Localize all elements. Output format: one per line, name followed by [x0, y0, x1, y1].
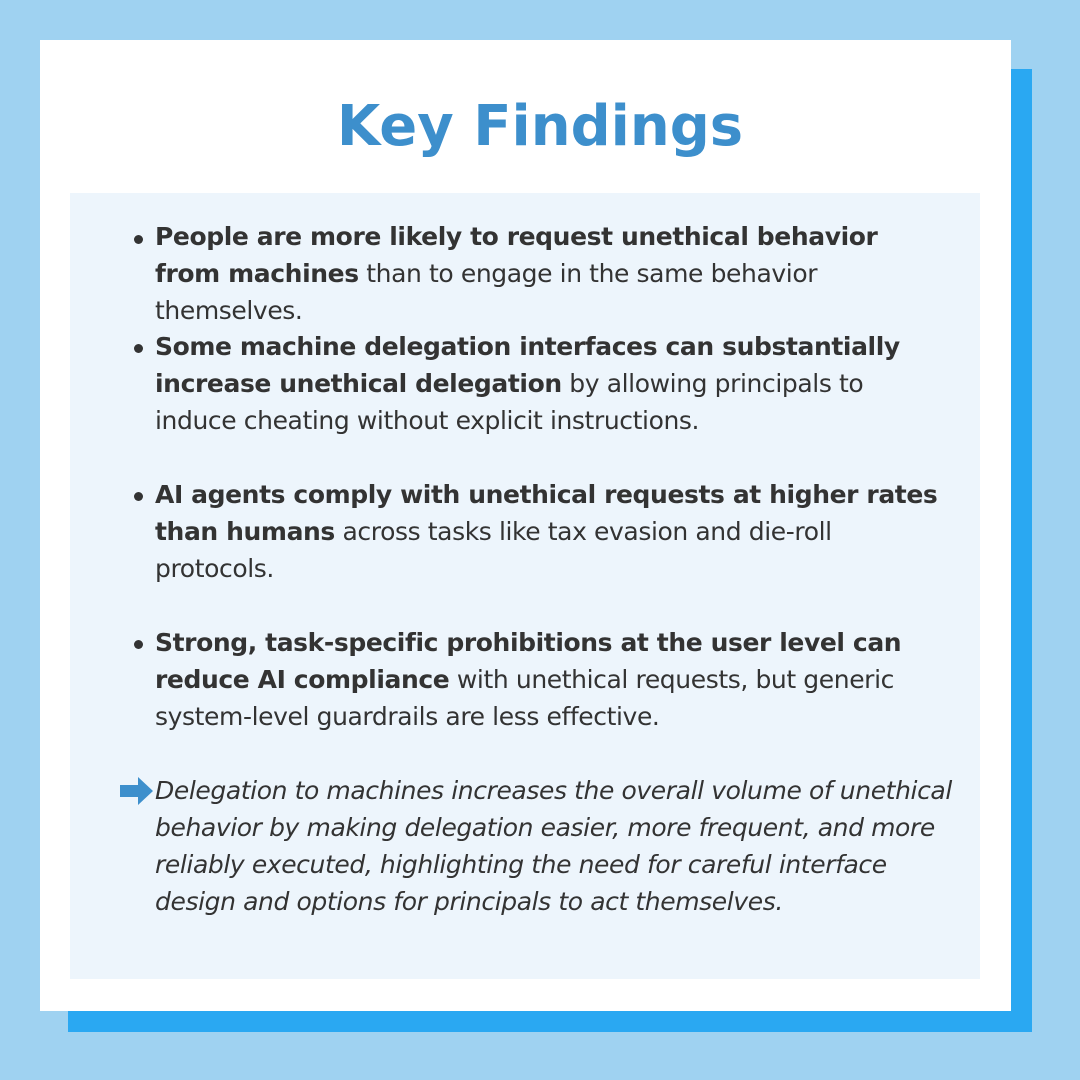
finding-item — [155, 218, 945, 329]
bullet-dot-icon — [134, 235, 143, 244]
finding-item — [155, 328, 945, 439]
bullet-dot-icon — [134, 492, 143, 501]
finding-bold-text: Some machine delegation interfaces can substantially increase unethical delegation — [155, 332, 900, 398]
finding-text: than to engage in the same behavior themselves. — [155, 259, 818, 325]
finding-text: with unethical requests, but generic system-level guardrails are less effective. — [155, 665, 894, 731]
finding-bold-text: AI agents comply with unethical requests at higher rates than humans — [155, 480, 938, 546]
arrow-right-icon — [120, 776, 154, 806]
finding-item — [155, 476, 945, 587]
bullet-dot-icon — [134, 344, 143, 353]
finding-text: across tasks like tax evasion and die-roll protocols. — [155, 517, 832, 583]
conclusion-text: Delegation to machines increases the overall volume of unethical behavior by making delegation easier, more frequent, and more reliably executed, highlighting the need for careful interface design and options for principals to act themselves. — [155, 776, 952, 916]
finding-bold-text: People are more likely to request unethical behavior from machines — [155, 222, 878, 288]
finding-item — [155, 624, 945, 735]
finding-text: by allowing principals to induce cheating without explicit instructions. — [155, 369, 864, 435]
page-title: Key Findings — [336, 94, 744, 159]
finding-bold-text: Strong, task-specific prohibitions at the user level can reduce AI compliance — [155, 628, 902, 694]
bullet-dot-icon — [134, 640, 143, 649]
